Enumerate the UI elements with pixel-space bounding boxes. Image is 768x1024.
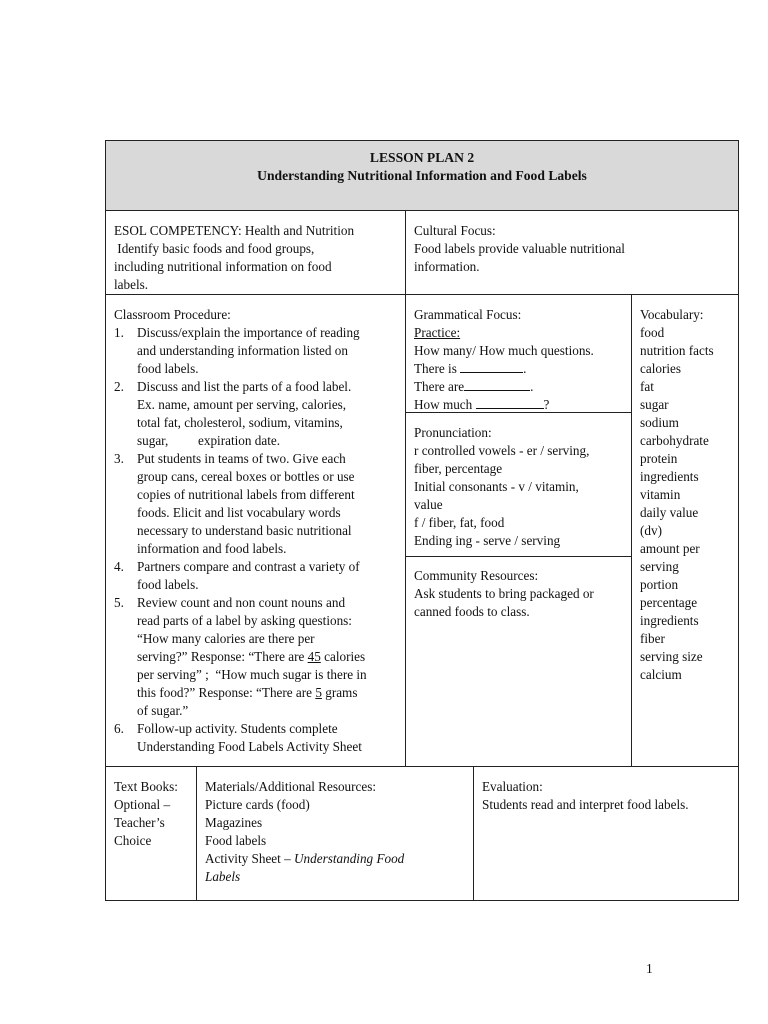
vocab-word: sugar [640,397,669,412]
vocab-word: (dv) [640,523,662,538]
grammar-label: Grammatical Focus: [414,307,522,322]
classroom-procedure-cell [106,300,405,762]
table-border-right [738,140,739,901]
row-divider-3 [105,766,739,767]
pronunciation-divider [405,556,631,557]
textbooks-cell: Text Books: Optional – Teacher’s Choice [114,779,178,848]
calories-number: 45 [307,649,321,664]
pronunciation-cell: Pronunciation: r controlled vowels - er / serving, fiber, percentage Initial consonants - v / vitamin, value f / fiber, fat, food Ending ing - serve / serving [406,418,631,556]
vocab-word: portion [640,577,679,592]
fill-in-blank [476,396,544,409]
grammar-practice-label: Practice: [414,325,461,340]
lesson-header [105,140,739,211]
esol-line: labels. [114,277,149,292]
procedure-label: Classroom Procedure: [114,307,231,322]
procedure-item: 2. Discuss and list the parts of a food label. Ex. name, amount per serving, calories, total fat, cholesterol, sodium, vitamins, sugar, expiration date. [114,379,352,448]
vocab-word: amount per [640,541,700,556]
vocab-word: ingredients [640,469,699,484]
grammar-line: How many/ How much questions. [414,343,594,358]
pronunciation-label: Pronunciation: [414,425,492,440]
vocab-word: sodium [640,415,679,430]
vocab-word: serving size [640,649,703,664]
procedure-list [114,324,397,756]
vocab-word: nutrition facts [640,343,714,358]
vocab-word: protein [640,451,678,466]
cultural-focus-label: Cultural Focus: [414,223,496,238]
page-number: 1 [646,961,653,976]
lesson-title: LESSON PLAN 2 [369,150,475,165]
procedure-item: 5. Review count and non count nouns and read parts of a label by asking questions: “How many calories are there per serving?” Response: “There are 45 calories per serving” ; “How much sugar is there in this food?” Response: “There are 5 grams of sugar.” [114,595,367,718]
grammatical-focus-cell: Grammatical Focus: Practice: How many/ How much questions. There is . There are . How much ? [406,300,631,420]
vocab-word: vitamin [640,487,681,502]
esol-line: including nutritional information on food [114,259,332,274]
fill-in-blank [460,360,523,373]
table-border-bottom [105,900,739,901]
fill-in-blank [464,378,530,391]
esol-competency-cell [106,216,405,300]
vocab-word: fat [640,379,654,394]
lesson-subtitle: Understanding Nutritional Information and Food Labels [257,168,587,183]
materials-cell: Materials/Additional Resources: Picture cards (food) Magazines Food labels Activity Sheet – Understanding Food Labels [197,772,473,892]
esol-competency-label: ESOL COMPETENCY: Health and Nutrition [114,223,355,238]
vocabulary-label: Vocabulary: [640,307,704,322]
vocab-word: daily value [640,505,699,520]
vocab-word: calcium [640,667,682,682]
cultural-line: information. [414,259,480,274]
sugar-grams-number: 5 [315,685,322,700]
procedure-item: 1. Discuss/explain the importance of reading and understanding information listed on food labels. [114,325,360,376]
vocab-word: percentage [640,595,698,610]
vocab-word: carbohydrate [640,433,709,448]
vocab-word: food [640,325,665,340]
procedure-item: 6. Follow-up activity. Students complete Understanding Food Labels Activity Sheet [114,721,362,754]
community-label: Community Resources: [414,568,539,583]
cultural-focus-cell [406,216,738,282]
table-border-top [105,140,739,141]
procedure-item: 4. Partners compare and contrast a variety of food labels. [114,559,360,592]
cultural-line: Food labels provide valuable nutritional [414,241,625,256]
evaluation-label: Evaluation: [482,779,543,794]
vocab-word: fiber [640,631,665,646]
vocab-word: serving [640,559,679,574]
materials-label: Materials/Additional Resources: [205,779,377,794]
esol-line: Identify basic foods and food groups, [114,241,315,256]
vocab-word: calories [640,361,682,376]
vocabulary-cell [632,300,738,690]
procedure-item: 3. Put students in teams of two. Give each group cans, cereal boxes or bottles or use copies of nutritional labels from different foods. Elicit and list vocabulary words necessary to understand basic nutritional information and food labels. [114,451,355,556]
row-divider-1 [105,210,739,211]
vocab-word: ingredients [640,613,699,628]
evaluation-cell: Evaluation: Students read and interpret food labels. [474,772,738,820]
community-resources-cell: Community Resources: Ask students to bring packaged or canned foods to class. [406,561,631,627]
